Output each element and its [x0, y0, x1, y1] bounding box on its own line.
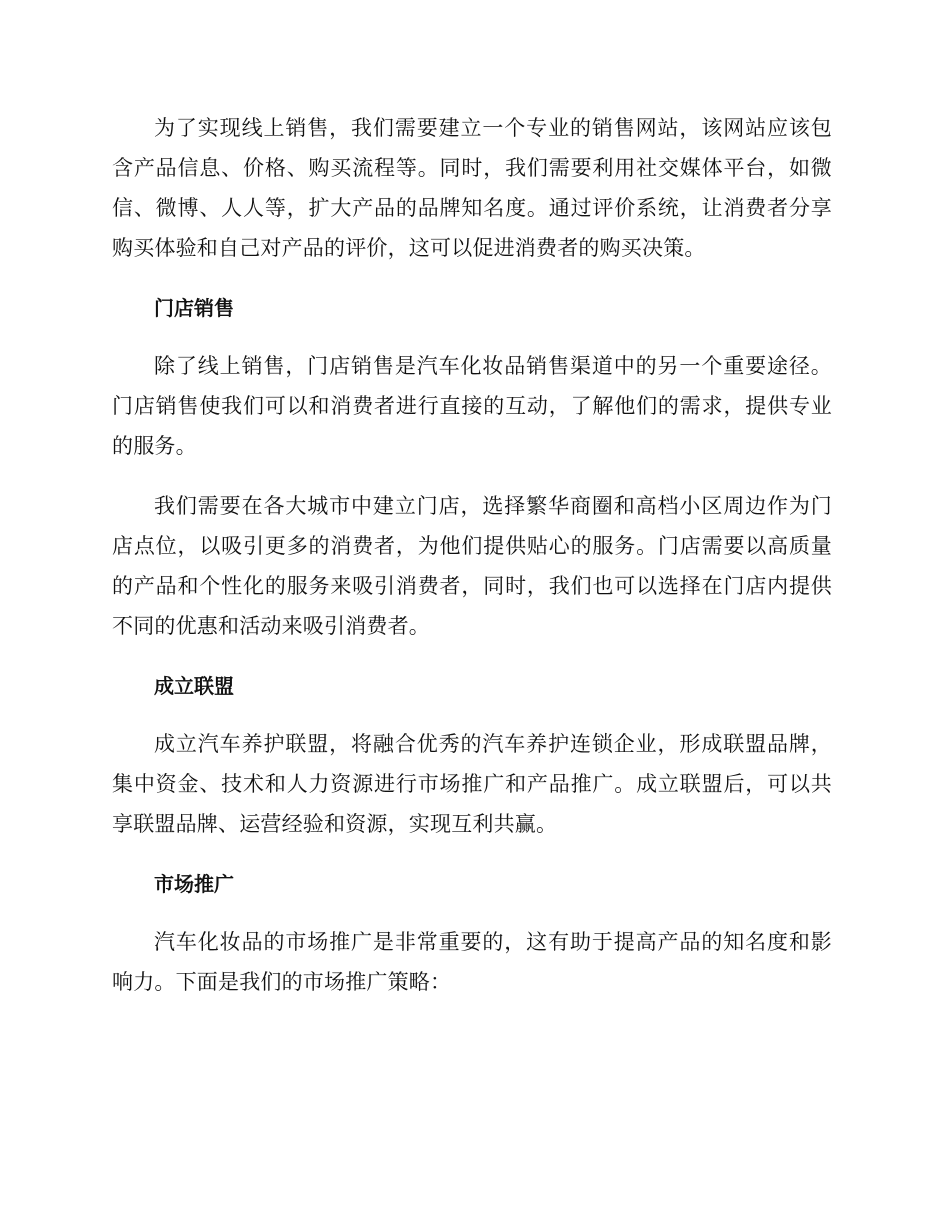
- spacer: [112, 844, 832, 864]
- spacer: [112, 904, 832, 922]
- paragraph-marketing: 汽车化妆品的市场推广是非常重要的，这有助于提高产品的知名度和影响力。下面是我们的市场推广策略：: [112, 930, 832, 994]
- spacer: [112, 466, 832, 486]
- heading-marketing: 市场推广: [154, 872, 234, 896]
- spacer: [112, 646, 832, 666]
- heading-alliance: 成立联盟: [154, 674, 234, 698]
- paragraph-store-sales-intro: 除了线上销售，门店销售是汽车化妆品销售渠道中的另一个重要途径。门店销售使我们可以和消费者进行直接的互动，了解他们的需求，提供专业的服务。: [112, 354, 832, 458]
- heading-store-sales: 门店销售: [154, 296, 234, 320]
- paragraph-alliance: 成立汽车养护联盟，将融合优秀的汽车养护连锁企业，形成联盟品牌，集中资金、技术和人力资源进行市场推广和产品推广。成立联盟后，可以共享联盟品牌、运营经验和资源，实现互利共赢。: [112, 732, 832, 836]
- spacer: [112, 706, 832, 724]
- spacer: [112, 328, 832, 346]
- paragraph-store-locations: 我们需要在各大城市中建立门店，选择繁华商圈和高档小区周边作为门店点位，以吸引更多的消费者，为他们提供贴心的服务。门店需要以高质量的产品和个性化的服务来吸引消费者，同时，我们也可以选择在门店内提供不同的优惠和活动来吸引消费者。: [112, 494, 832, 638]
- spacer: [112, 268, 832, 288]
- paragraph-online-sales: 为了实现线上销售，我们需要建立一个专业的销售网站，该网站应该包含产品信息、价格、购买流程等。同时，我们需要利用社交媒体平台，如微信、微博、人人等，扩大产品的品牌知名度。通过评价系统，让消费者分享购买体验和自己对产品的评价，这可以促进消费者的购买决策。: [112, 116, 832, 260]
